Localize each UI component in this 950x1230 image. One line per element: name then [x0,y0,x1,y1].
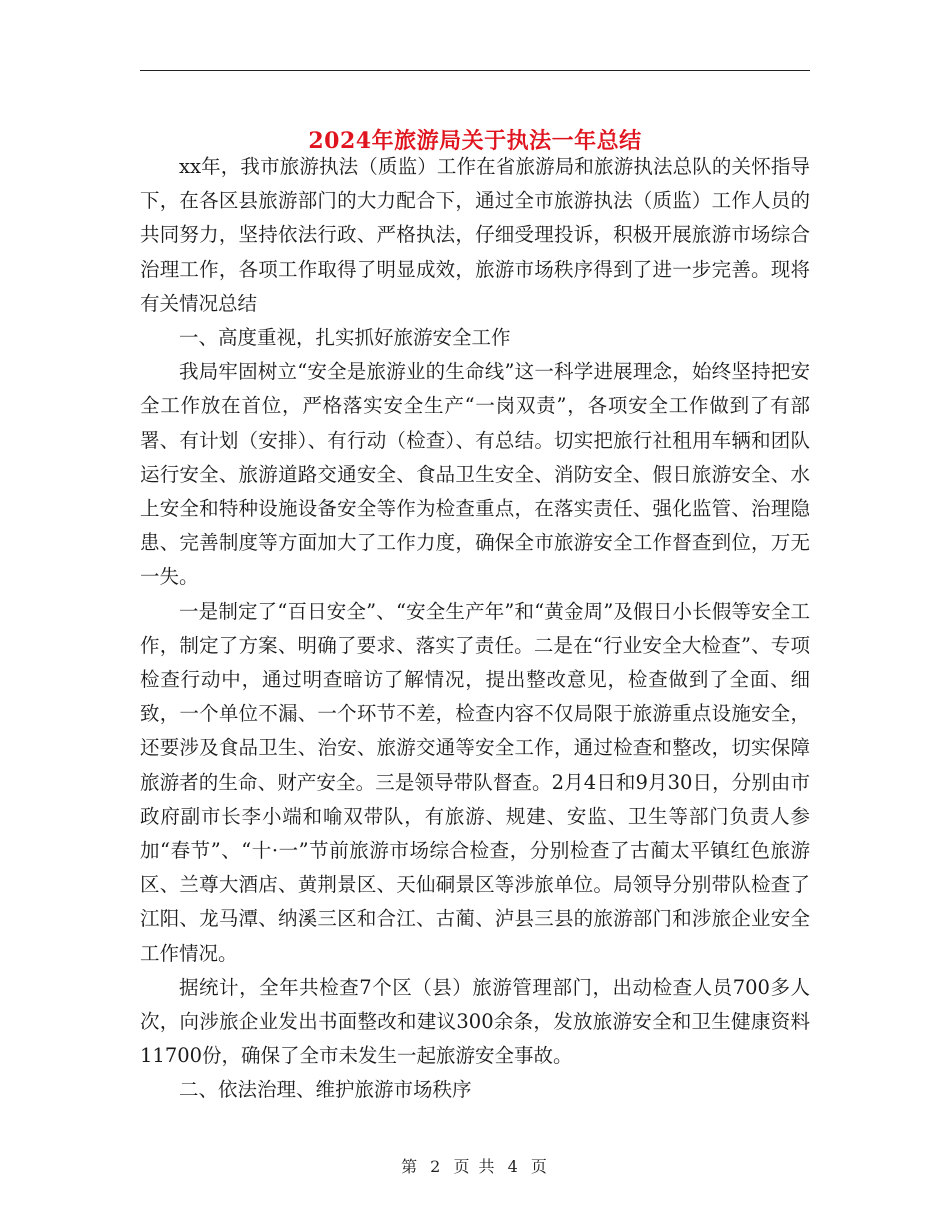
page-footer [0,1154,950,1177]
paragraph-intro: xx年，我市旅游执法（质监）工作在省旅游局和旅游执法总队的关怀指导下，在各区县旅游部门的大力配合下，通过全市旅游执法（质监）工作人员的共同努力，坚持依法行政、严格执法，仔细受理投诉，积极开展旅游市场综合治理工作，各项工作取得了明显成效，旅游市场秩序得到了进一步完善。现将有关情况总结 [140,155,810,315]
footer-prefix: 第 [401,1157,420,1176]
document-body [140,150,810,1108]
section-heading-1: 一、高度重视，扎实抓好旅游安全工作 [179,326,511,350]
paragraph-statistics: 据统计，全年共检查7个区（县）旅游管理部门，出动检查人员700多人次，向涉旅企业发出书面整改和建议300余条，发放旅游安全和卫生健康资料11700份，确保了全市未发生一起旅游安全事故。 [140,975,810,1068]
header-rule [140,70,810,71]
footer-middle: 页 共 [453,1157,497,1176]
paragraph-safety-measures: 一是制定了“百日安全”、“安全生产年”和“黄金周”及假日小长假等安全工作，制定了方案、明确了要求、落实了责任。二是在“行业安全大检查”、专项检查行动中，通过明查暗访了解情况，提出整改意见，检查做到了全面、细致，一个单位不漏、一个环节不差，检查内容不仅局限于旅游重点设施安全，还要涉及食品卫生、治安、旅游交通等安全工作，通过检查和整改，切实保障旅游者的生命、财产安全。三是领导带队督查。2月4日和9月30日，分别由市政府副市长李小端和喻双带队，有旅游、规建、安监、卫生等部门负责人参加“春节”、“十·一”节前旅游市场综合检查，分别检查了古蔺太平镇红色旅游区、兰尊大酒店、黄荆景区、天仙硐景区等涉旅单位。局领导分别带队检查了江阳、龙马潭、纳溪三区和合江、古蔺、泸县三县的旅游部门和涉旅企业安全工作情况。 [140,599,810,965]
section-heading-2: 二、依法治理、维护旅游市场秩序 [179,1078,472,1102]
footer-total-pages: 4 [507,1157,520,1176]
paragraph-safety-philosophy: 我局牢固树立“安全是旅游业的生命线”这一科学进展理念，始终坚持把安全工作放在首位，严格落实安全生产“一岗双责”，各项安全工作做到了有部署、有计划（安排）、有行动（检查）、有总结。切实把旅行社租用车辆和团队运行安全、旅游道路交通安全、食品卫生安全、消防安全、假日旅游安全、水上安全和特种设施设备安全等作为检查重点，在落实责任、强化监管、治理隐患、完善制度等方面加大了工作力度，确保全市旅游安全工作督查到位，万无一失。 [140,360,810,589]
document-title: 2024年旅游局关于执法一年总结 [308,127,642,154]
footer-current-page: 2 [430,1157,443,1176]
footer-suffix: 页 [530,1157,549,1176]
